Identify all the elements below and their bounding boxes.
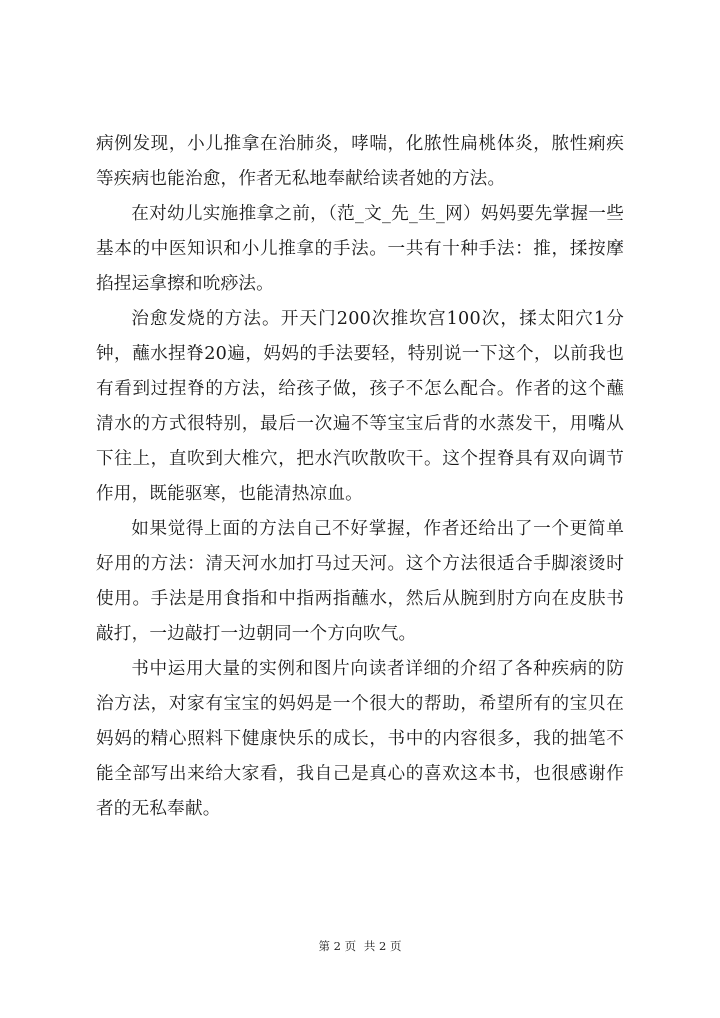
page-footer xyxy=(0,938,720,954)
paragraph-3: 治愈发烧的方法。开天门200次推坎宫100次，揉太阳穴1分钟，蘸水捏脊20遍，妈妈的手法要轻，特别说一下这个，以前我也有看到过捏脊的方法，给孩子做，孩子不怎么配合。作者的这个蘸清水的方式很特别，最后一次遍不等宝宝后背的水蒸发干，用嘴从下往上，直吹到大椎穴，把水汽吹散吹干。这个捏脊具有双向调节作用，既能驱寒，也能清热凉血。 xyxy=(96,309,624,504)
paragraph-2: 在对幼儿实施推拿之前，（范_文_先_生_网）妈妈要先掌握一些基本的中医知识和小儿推拿的手法。一共有十种手法：推，揉按摩掐捏运拿擦和吮痧法。 xyxy=(96,204,624,294)
document-body xyxy=(96,127,624,827)
page-total: 共 2 页 xyxy=(363,939,402,953)
paragraph-5: 书中运用大量的实例和图片向读者详细的介绍了各种疾病的防治方法，对家有宝宝的妈妈是一个很大的帮助，希望所有的宝贝在妈妈的精心照料下健康快乐的成长，书中的内容很多，我的拙笔不能全部写出来给大家看，我自己是真心的喜欢这本书，也很感谢作者的无私奉献。 xyxy=(96,659,624,819)
page-number: 第 2 页 xyxy=(318,939,357,953)
paragraph-4: 如果觉得上面的方法自己不好掌握，作者还给出了一个更简单好用的方法：清天河水加打马过天河。这个方法很适合手脚滚烫时使用。手法是用食指和中指两指蘸水，然后从腕到肘方向在皮肤书敲打，一边敲打一边朝同一个方向吹气。 xyxy=(96,519,624,644)
paragraph-1: 病例发现，小儿推拿在治肺炎，哮喘，化脓性扁桃体炎，脓性痢疾等疾病也能治愈，作者无私地奉献给读者她的方法。 xyxy=(96,134,624,189)
